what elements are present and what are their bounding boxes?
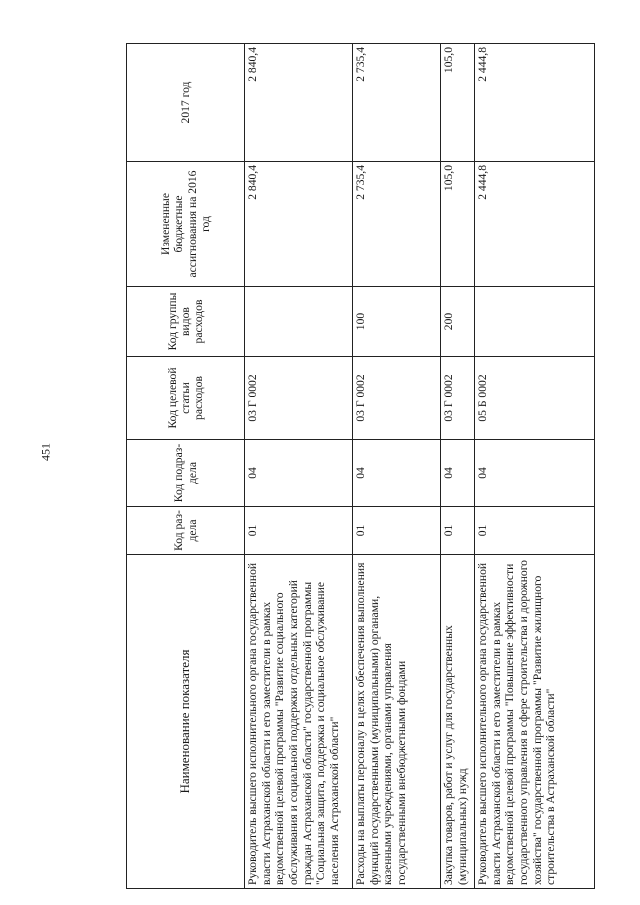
table-row	[475, 44, 595, 889]
row-amended-2016: 2 444,8	[475, 162, 595, 287]
row-amended-2016: 2 840,4	[245, 162, 353, 287]
table-row	[353, 44, 441, 889]
table-row	[441, 44, 475, 889]
row-subsection: 04	[353, 440, 441, 507]
row-section: 01	[441, 507, 475, 555]
row-target: 03 Г 0002	[245, 357, 353, 440]
row-group: 200	[441, 287, 475, 357]
table-row	[245, 44, 353, 889]
row-name: Руководитель высшего исполнительного органа государственной власти Астраханской области и его заместители в рамках ведомственной целевой программы "Развитие социального обслуживания и социальной поддержки отдельных категорий граждан Астраханской области" государственной программы "Социальная защита, поддержка и социальное обслуживание населения Астраханской области"	[245, 555, 353, 889]
row-name: Руководитель высшего исполнительного органа государственной власти Астраханской области и его заместители в рамках ведомственной целевой программы "Повышение эффективности государственного управления в сфере строительства и дорожного хозяйства" государственной программы "Развитие жилищного строительства в Астраханской области"	[475, 555, 595, 889]
row-group: 100	[353, 287, 441, 357]
budget-table	[126, 43, 595, 889]
row-amended-2016: 2 735,4	[353, 162, 441, 287]
table-header-row	[127, 44, 245, 889]
row-target: 03 Г 0002	[353, 357, 441, 440]
row-2017: 2 444,8	[475, 44, 595, 162]
row-group	[475, 287, 595, 357]
row-section: 01	[353, 507, 441, 555]
row-2017: 2 840,4	[245, 44, 353, 162]
header-group: Код группы видов расходов	[127, 287, 245, 357]
row-subsection: 04	[475, 440, 595, 507]
row-target: 05 Б 0002	[475, 357, 595, 440]
row-2017: 2 735,4	[353, 44, 441, 162]
header-subsection: Код подраз-дела	[127, 440, 245, 507]
row-subsection: 04	[441, 440, 475, 507]
header-target: Код целевой статьи расходов	[127, 357, 245, 440]
header-2017: 2017 год	[127, 44, 245, 162]
row-2017: 105,0	[441, 44, 475, 162]
row-name: Закупка товаров, работ и услуг для государственных (муниципальных) нужд	[441, 555, 475, 889]
header-section: Код раз-дела	[127, 507, 245, 555]
header-amended-2016: Измененные бюджетные ассигнования на 2016 год	[127, 162, 245, 287]
page-number: 451	[38, 443, 53, 461]
row-section: 01	[475, 507, 595, 555]
row-section: 01	[245, 507, 353, 555]
row-subsection: 04	[245, 440, 353, 507]
budget-table-container	[126, 44, 558, 889]
row-name: Расходы на выплаты персоналу в целях обеспечения выполнения функций государственными (муниципальными) органами, казенными учреждениями, органами управления государственными внебюджетными фондами	[353, 555, 441, 889]
row-group	[245, 287, 353, 357]
row-amended-2016: 105,0	[441, 162, 475, 287]
header-name: Наименование показателя	[127, 555, 245, 889]
row-target: 03 Г 0002	[441, 357, 475, 440]
